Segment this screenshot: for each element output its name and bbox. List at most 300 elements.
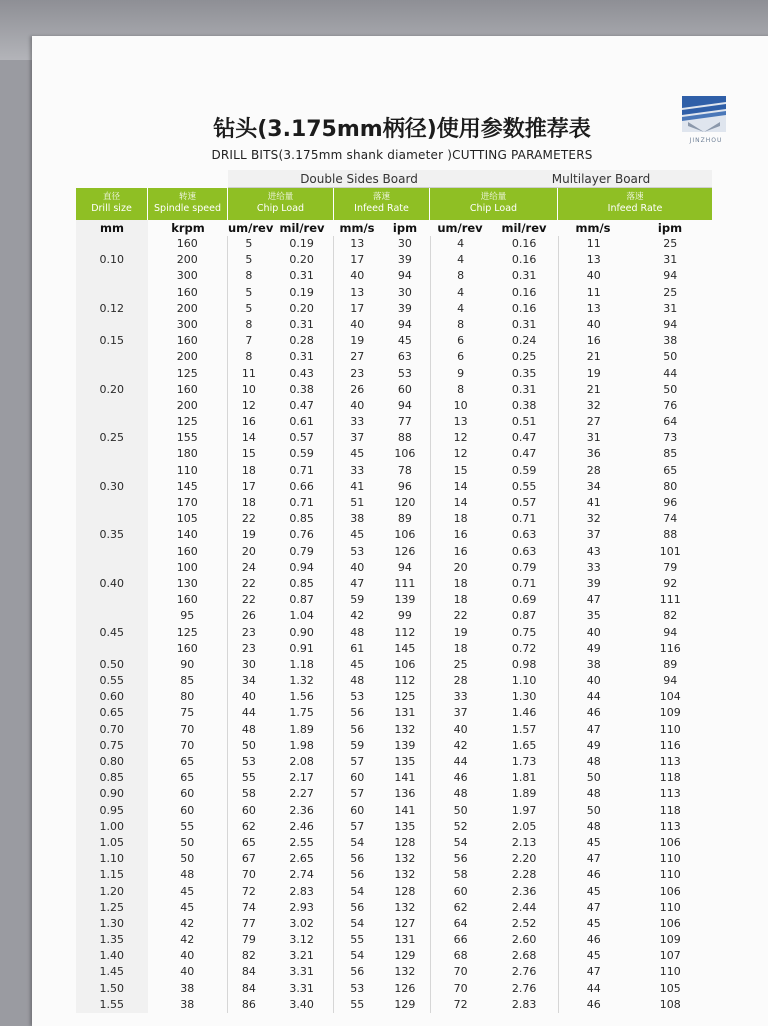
table-cell: 13	[453, 415, 468, 429]
table-cell: 11	[586, 285, 601, 299]
table-cell: 2.55	[270, 835, 335, 851]
table-cell: 50	[663, 382, 678, 396]
table-cell: 2.68	[490, 948, 559, 964]
table-cell: 0.16	[490, 236, 559, 252]
table-cell: 1.25	[76, 900, 148, 916]
table-cell: 118	[659, 771, 681, 785]
table-cell: 77	[241, 916, 256, 930]
table-cell: 46	[586, 997, 601, 1011]
table-cell: 13	[586, 253, 601, 267]
table-cell: 62	[453, 900, 468, 914]
table-cell: 8	[245, 269, 253, 283]
table-cell: 0.66	[270, 479, 335, 495]
table-cell: 132	[380, 722, 431, 738]
table-row	[76, 511, 712, 527]
table-cell: 1.35	[76, 932, 148, 948]
table-cell: 3.12	[270, 932, 335, 948]
table-cell: 31	[586, 431, 601, 445]
table-cell: 0.20	[76, 382, 148, 398]
table-cell: 49	[586, 738, 601, 752]
table-cell: 40	[586, 269, 601, 283]
table-cell: 0.87	[490, 608, 559, 624]
table-cell: 106	[380, 527, 431, 543]
unit-row	[76, 220, 712, 236]
unit-um-rev-multi: um/rev	[437, 221, 483, 235]
table-cell: 22	[241, 576, 256, 590]
table-cell: 53	[380, 366, 431, 382]
table-cell: 145	[380, 641, 431, 657]
table-cell: 94	[380, 268, 431, 284]
table-cell: 80	[148, 689, 229, 705]
table-cell: 28	[586, 463, 601, 477]
table-cell: 5	[245, 301, 253, 315]
table-cell: 5	[245, 285, 253, 299]
table-cell: 6	[457, 350, 465, 364]
table-row	[76, 851, 712, 867]
table-cell: 0.50	[76, 657, 148, 673]
table-cell: 126	[380, 544, 431, 560]
table-cell: 23	[350, 366, 365, 380]
table-cell: 72	[241, 884, 256, 898]
table-cell: 47	[586, 900, 601, 914]
table-cell: 58	[453, 868, 468, 882]
table-cell: 0.31	[490, 268, 559, 284]
table-cell: 94	[663, 625, 678, 639]
table-cell: 45	[148, 884, 229, 900]
table-cell: 18	[241, 496, 256, 509]
table-cell: 1.00	[76, 819, 148, 835]
table-cell: 39	[380, 252, 431, 268]
table-cell: 60	[350, 771, 365, 785]
table-cell: 120	[380, 495, 431, 511]
table-cell: 4	[457, 285, 465, 299]
column-header-row	[76, 188, 712, 220]
table-cell: 0.31	[270, 317, 335, 333]
table-cell: 54	[350, 884, 365, 898]
table-cell: 37	[453, 706, 468, 720]
table-cell: 200	[148, 398, 229, 414]
table-row	[76, 463, 712, 479]
table-cell: 3.31	[270, 964, 335, 980]
table-cell: 33	[350, 463, 365, 477]
table-cell: 127	[380, 916, 431, 932]
table-cell: 0.79	[270, 544, 335, 560]
table-cell: 54	[453, 835, 468, 849]
table-cell: 0.71	[270, 495, 335, 511]
table-cell: 1.04	[270, 608, 335, 624]
table-cell: 16	[453, 544, 468, 558]
table-cell: 45	[350, 528, 365, 542]
table-cell: 80	[663, 479, 678, 493]
table-cell: 74	[241, 900, 256, 914]
table-cell: 111	[659, 593, 681, 607]
table-cell: 0.63	[490, 527, 559, 543]
table-cell: 15	[241, 447, 256, 461]
table-cell: 64	[453, 916, 468, 930]
table-cell: 40	[586, 317, 601, 331]
table-cell: 60	[453, 884, 468, 898]
header-chip-load-multi: 进给量 Chip Load	[430, 188, 558, 220]
table-cell: 1.10	[76, 851, 148, 867]
table-cell: 0.35	[76, 527, 148, 543]
table-cell: 136	[380, 786, 431, 802]
table-cell: 55	[350, 933, 365, 947]
table-cell: 26	[350, 382, 365, 396]
table-cell: 0.65	[76, 705, 148, 721]
table-cell: 44	[663, 366, 678, 380]
unit-um-rev: um/rev	[228, 221, 274, 235]
table-cell: 41	[350, 479, 365, 493]
logo-text: JINZHOU	[689, 137, 723, 144]
table-cell: 42	[453, 738, 468, 752]
table-cell: 58	[241, 787, 256, 801]
table-cell: 33	[350, 415, 365, 429]
table-row	[76, 268, 712, 284]
table-cell: 0.28	[270, 333, 335, 349]
table-cell: 20	[453, 560, 468, 574]
table-cell: 53	[350, 544, 365, 558]
table-cell: 94	[380, 317, 431, 333]
table-cell: 4	[457, 253, 465, 267]
document-page	[32, 36, 768, 1026]
table-cell: 0.31	[270, 268, 335, 284]
table-cell: 2.05	[490, 819, 559, 835]
table-cell: 0.31	[490, 317, 559, 333]
table-cell: 125	[148, 625, 229, 641]
table-cell: 42	[148, 916, 229, 932]
table-cell	[76, 495, 148, 511]
table-cell: 140	[148, 527, 229, 543]
table-cell: 85	[148, 673, 229, 689]
table-cell: 141	[380, 770, 431, 786]
table-row	[76, 479, 712, 495]
table-cell	[76, 463, 148, 479]
table-cell: 27	[586, 415, 601, 429]
table-cell: 44	[586, 690, 601, 704]
table-row	[76, 689, 712, 705]
table-cell: 74	[663, 512, 678, 526]
table-cell: 111	[380, 576, 431, 592]
table-cell: 59	[350, 738, 365, 752]
table-cell: 47	[586, 852, 601, 866]
table-cell: 1.05	[76, 835, 148, 851]
table-cell: 1.56	[270, 689, 335, 705]
table-cell: 32	[586, 398, 601, 412]
table-cell: 95	[148, 608, 229, 624]
unit-ipm: ipm	[392, 221, 418, 235]
table-row	[76, 576, 712, 592]
table-cell: 2.60	[490, 932, 559, 948]
table-cell: 17	[350, 253, 365, 267]
table-cell: 180	[148, 446, 229, 462]
table-cell: 2.17	[270, 770, 335, 786]
table-cell: 170	[148, 495, 229, 511]
table-cell: 38	[663, 334, 678, 348]
table-cell: 10	[453, 398, 468, 412]
table-cell: 52	[453, 819, 468, 833]
table-cell: 18	[453, 593, 468, 607]
table-cell: 0.30	[76, 479, 148, 495]
table-cell: 0.47	[490, 430, 559, 446]
table-cell	[76, 608, 148, 624]
table-cell	[76, 236, 148, 252]
table-cell: 18	[453, 641, 468, 655]
table-row	[76, 997, 712, 1013]
table-cell: 0.24	[490, 333, 559, 349]
table-cell: 16	[453, 528, 468, 542]
table-cell: 30	[380, 236, 431, 252]
table-cell: 0.43	[270, 366, 335, 382]
group-multilayer: Multilayer Board	[490, 170, 712, 188]
table-row	[76, 398, 712, 414]
table-cell: 73	[663, 431, 678, 445]
table-cell: 14	[453, 479, 468, 493]
table-cell: 105	[148, 511, 229, 527]
table-cell: 37	[350, 431, 365, 445]
table-cell: 88	[380, 430, 431, 446]
table-cell: 53	[350, 981, 365, 995]
table-cell: 139	[380, 592, 431, 608]
table-cell: 1.45	[76, 964, 148, 980]
table-cell: 0.87	[270, 592, 335, 608]
table-cell: 6	[457, 334, 465, 348]
table-cell: 38	[350, 512, 365, 526]
table-cell: 77	[380, 414, 431, 430]
table-cell: 128	[380, 884, 431, 900]
table-cell: 0.76	[270, 527, 335, 543]
header-spindle-speed: 转速 Spindle speed	[148, 188, 228, 220]
table-cell: 75	[148, 705, 229, 721]
table-cell: 2.46	[270, 819, 335, 835]
table-cell: 5	[245, 253, 253, 267]
table-cell: 70	[148, 738, 229, 754]
table-cell: 48	[586, 755, 601, 768]
table-cell: 46	[586, 933, 601, 947]
table-cell: 16	[586, 334, 601, 348]
table-cell: 45	[148, 900, 229, 916]
table-cell: 19	[241, 528, 256, 542]
table-cell: 0.55	[76, 673, 148, 689]
table-row	[76, 738, 712, 754]
table-cell: 47	[350, 576, 365, 590]
unit-mil-rev-multi: mil/rev	[501, 221, 547, 235]
table-cell: 94	[380, 560, 431, 576]
table-cell: 12	[453, 431, 468, 445]
table-cell	[76, 285, 148, 301]
unit-krpm: krpm	[171, 221, 205, 235]
table-row	[76, 722, 712, 738]
table-cell: 0.25	[76, 430, 148, 446]
table-cell: 0.70	[76, 722, 148, 738]
table-cell: 70	[241, 868, 256, 882]
table-row	[76, 592, 712, 608]
table-cell: 0.91	[270, 641, 335, 657]
table-row	[76, 236, 712, 252]
table-cell	[76, 641, 148, 657]
table-cell: 106	[380, 657, 431, 673]
table-cell: 1.57	[490, 722, 559, 738]
table-cell: 13	[350, 237, 365, 250]
table-cell: 45	[586, 884, 601, 898]
table-cell: 60	[350, 803, 365, 817]
table-cell: 4	[457, 237, 465, 250]
jinzhou-logo-icon	[682, 96, 726, 132]
table-cell: 40	[350, 317, 365, 331]
table-cell: 113	[659, 787, 681, 801]
table-cell: 38	[148, 997, 229, 1013]
table-cell: 3.02	[270, 916, 335, 932]
table-cell: 56	[350, 900, 365, 914]
table-cell: 89	[663, 657, 678, 671]
table-cell: 22	[241, 593, 256, 607]
table-cell: 27	[350, 350, 365, 364]
table-cell: 0.16	[490, 252, 559, 268]
table-cell: 54	[350, 949, 365, 963]
table-cell: 60	[241, 803, 256, 817]
table-cell: 160	[148, 592, 229, 608]
table-cell: 23	[241, 625, 256, 639]
table-cell: 106	[659, 835, 681, 849]
table-cell: 56	[350, 722, 365, 736]
table-cell: 1.89	[490, 786, 559, 802]
table-cell: 3.40	[270, 997, 335, 1013]
table-cell: 17	[241, 479, 256, 493]
table-cell: 0.61	[270, 414, 335, 430]
table-cell: 200	[148, 349, 229, 365]
header-chip-load-double: 进给量 Chip Load	[228, 188, 334, 220]
table-cell: 38	[586, 657, 601, 671]
table-cell: 110	[659, 868, 681, 882]
table-cell: 65	[148, 754, 229, 770]
table-cell: 38	[148, 981, 229, 997]
table-cell: 110	[659, 722, 681, 736]
table-row	[76, 705, 712, 721]
table-cell: 44	[241, 706, 256, 720]
table-cell: 34	[586, 479, 601, 493]
table-cell: 129	[380, 997, 431, 1013]
table-cell: 37	[586, 528, 601, 542]
table-cell: 125	[380, 689, 431, 705]
table-cell: 107	[659, 949, 681, 963]
table-cell: 0.10	[76, 252, 148, 268]
table-cell: 160	[148, 333, 229, 349]
table-cell: 132	[380, 867, 431, 883]
table-cell: 0.60	[76, 689, 148, 705]
table-cell: 0.20	[270, 252, 335, 268]
table-cell: 92	[663, 576, 678, 590]
table-cell: 1.73	[490, 754, 559, 770]
table-cell: 90	[148, 657, 229, 673]
table-cell: 129	[380, 948, 431, 964]
table-cell: 67	[241, 852, 256, 866]
table-cell: 20	[241, 544, 256, 558]
table-cell: 0.20	[270, 301, 335, 317]
table-cell: 49	[586, 641, 601, 655]
table-cell: 99	[380, 608, 431, 624]
table-cell: 2.08	[270, 754, 335, 770]
table-cell: 45	[380, 333, 431, 349]
table-cell: 132	[380, 900, 431, 916]
table-row	[76, 673, 712, 689]
table-cell: 2.44	[490, 900, 559, 916]
table-cell: 2.93	[270, 900, 335, 916]
table-cell: 50	[241, 738, 256, 752]
table-cell: 0.31	[490, 382, 559, 398]
unit-mm-s: mm/s	[339, 221, 375, 235]
table-cell: 0.85	[270, 576, 335, 592]
table-cell: 22	[453, 609, 468, 623]
table-cell: 70	[453, 981, 468, 995]
table-cell: 112	[380, 625, 431, 641]
table-cell: 160	[148, 544, 229, 560]
table-cell: 2.27	[270, 786, 335, 802]
table-cell: 2.13	[490, 835, 559, 851]
table-cell: 57	[350, 755, 365, 768]
table-cell: 118	[659, 803, 681, 817]
table-cell: 40	[350, 398, 365, 412]
table-cell: 28	[453, 674, 468, 688]
table-cell	[76, 414, 148, 430]
table-cell: 45	[350, 657, 365, 671]
table-cell: 1.50	[76, 981, 148, 997]
table-cell: 1.55	[76, 997, 148, 1013]
table-cell	[76, 560, 148, 576]
table-cell: 50	[148, 835, 229, 851]
table-cell: 160	[148, 285, 229, 301]
table-cell: 101	[659, 544, 681, 558]
table-cell: 1.18	[270, 657, 335, 673]
table-cell: 2.83	[490, 997, 559, 1013]
table-cell: 25	[453, 657, 468, 671]
table-cell: 78	[380, 463, 431, 479]
table-cell: 2.65	[270, 851, 335, 867]
table-cell: 50	[586, 771, 601, 785]
table-cell: 89	[380, 511, 431, 527]
table-cell: 94	[663, 317, 678, 331]
table-cell: 84	[241, 965, 256, 979]
table-cell: 1.46	[490, 705, 559, 721]
table-cell: 12	[241, 398, 256, 412]
table-cell: 109	[659, 933, 681, 947]
table-cell: 43	[586, 544, 601, 558]
table-cell: 94	[663, 269, 678, 283]
table-cell: 200	[148, 301, 229, 317]
table-cell: 12	[453, 447, 468, 461]
table-cell: 110	[659, 965, 681, 979]
table-cell: 0.12	[76, 301, 148, 317]
table-cell	[76, 446, 148, 462]
table-cell	[76, 349, 148, 365]
table-cell	[76, 544, 148, 560]
unit-mm-s-multi: mm/s	[575, 221, 611, 235]
table-cell: 50	[148, 851, 229, 867]
table-cell: 54	[350, 916, 365, 930]
table-cell: 2.28	[490, 867, 559, 883]
table-cell: 160	[148, 641, 229, 657]
table-cell: 0.47	[490, 446, 559, 462]
table-cell: 30	[380, 285, 431, 301]
table-cell: 19	[453, 625, 468, 639]
table-cell: 40	[148, 964, 229, 980]
table-cell: 0.75	[76, 738, 148, 754]
table-cell	[76, 592, 148, 608]
table-cell: 56	[350, 706, 365, 720]
table-cell: 40	[350, 269, 365, 283]
table-row	[76, 932, 712, 948]
table-cell: 0.85	[76, 770, 148, 786]
table-cell: 132	[380, 851, 431, 867]
table-cell: 34	[241, 674, 256, 688]
